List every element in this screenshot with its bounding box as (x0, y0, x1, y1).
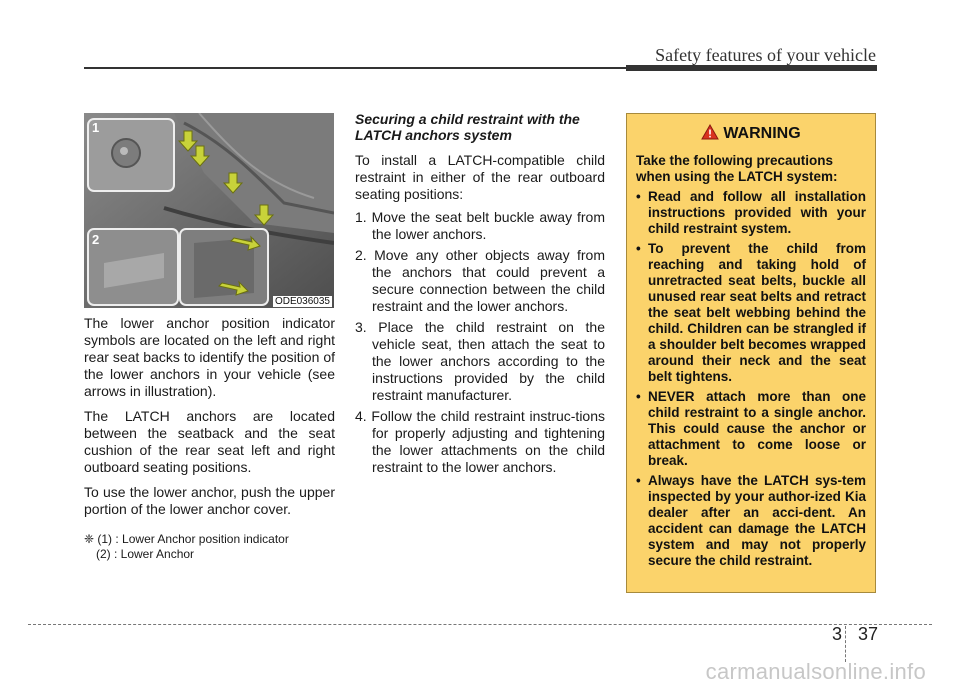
footer-rule (28, 624, 932, 625)
page-number-divider (845, 626, 846, 662)
warning-list (636, 189, 866, 569)
paragraph: The lower anchor position indicator symbols are located on the left and right rear seat backs to identify the position of the lower anchors in your vehicle (see arrows in illustration). (84, 315, 335, 399)
warning-title: WARNING (723, 125, 801, 142)
figure-label-1: 1 (92, 120, 100, 135)
steps-list (355, 209, 605, 476)
warning-item: • NEVER attach more than one child restraint to a single anchor. This could cause the anchor or attachment to come loose or break. (636, 389, 866, 469)
header-title: Safety features of your vehicle (655, 45, 876, 65)
seat-drawing (84, 113, 334, 308)
note-line-1: ❈ (1) : Lower Anchor position indicator (84, 532, 289, 546)
warning-intro: Take the following precautions when using the LATCH system: (636, 153, 838, 184)
warning-box (626, 113, 876, 593)
step-item: 4. Follow the child restraint instruc-tions for properly adjusting and tightening the lower attachments on the child restraint to the lower anchors. (355, 408, 605, 475)
section-heading: Securing a child restraint with the LATCH anchors system (355, 111, 580, 143)
step-item: 3. Place the child restraint on the vehicle seat, then attach the seat to the lower anchors according to the instructions provided by the child restraint manufacturer. (355, 319, 605, 403)
warning-triangle-icon (701, 124, 719, 144)
paragraph: To use the lower anchor, push the upper portion of the lower anchor cover. (84, 484, 335, 517)
header-rule-accent (626, 65, 877, 71)
step-item: 2. Move any other objects away from the anchors that could prevent a secure connection between the child restraint and the lower anchors. (355, 247, 605, 314)
section-number: 3 (831, 624, 842, 644)
warning-item: • To prevent the child from reaching and taking hold of unretracted seat belts, buckle all unused rear seat belts and retract the seat belt webbing behind the child. Children can be strangled if a shoulder belt becomes wrapped around their neck and the seat belt tightens. (636, 241, 866, 385)
warning-item: • Read and follow all installation instructions provided with your child restraint system. (636, 189, 866, 237)
column-2 (355, 111, 605, 480)
paragraph: The LATCH anchors are located between the seatback and the seat cushion of the rear seat left and right outboard seating positions. (84, 408, 335, 475)
seat-illustration (84, 113, 334, 308)
warning-heading (636, 124, 866, 144)
figure-note (84, 532, 335, 562)
column-1 (84, 315, 335, 562)
watermark: carmanualsonline.info (705, 659, 926, 684)
figure-label-2: 2 (92, 232, 100, 247)
figure-code: ODE036035 (274, 296, 330, 307)
note-line-2: (2) : Lower Anchor (96, 547, 195, 561)
section-intro: To install a LATCH-compatible child restraint in either of the rear outboard seating positions: (355, 152, 605, 202)
page-number (832, 624, 878, 645)
step-item: 1. Move the seat belt buckle away from the lower anchors. (355, 209, 605, 242)
warning-item: • Always have the LATCH sys-tem inspected by your author-ized Kia dealer after an acci-dent. An accident can damage the LATCH system and may not properly secure the child restraint. (636, 473, 866, 569)
page-number-value: 37 (857, 624, 878, 644)
